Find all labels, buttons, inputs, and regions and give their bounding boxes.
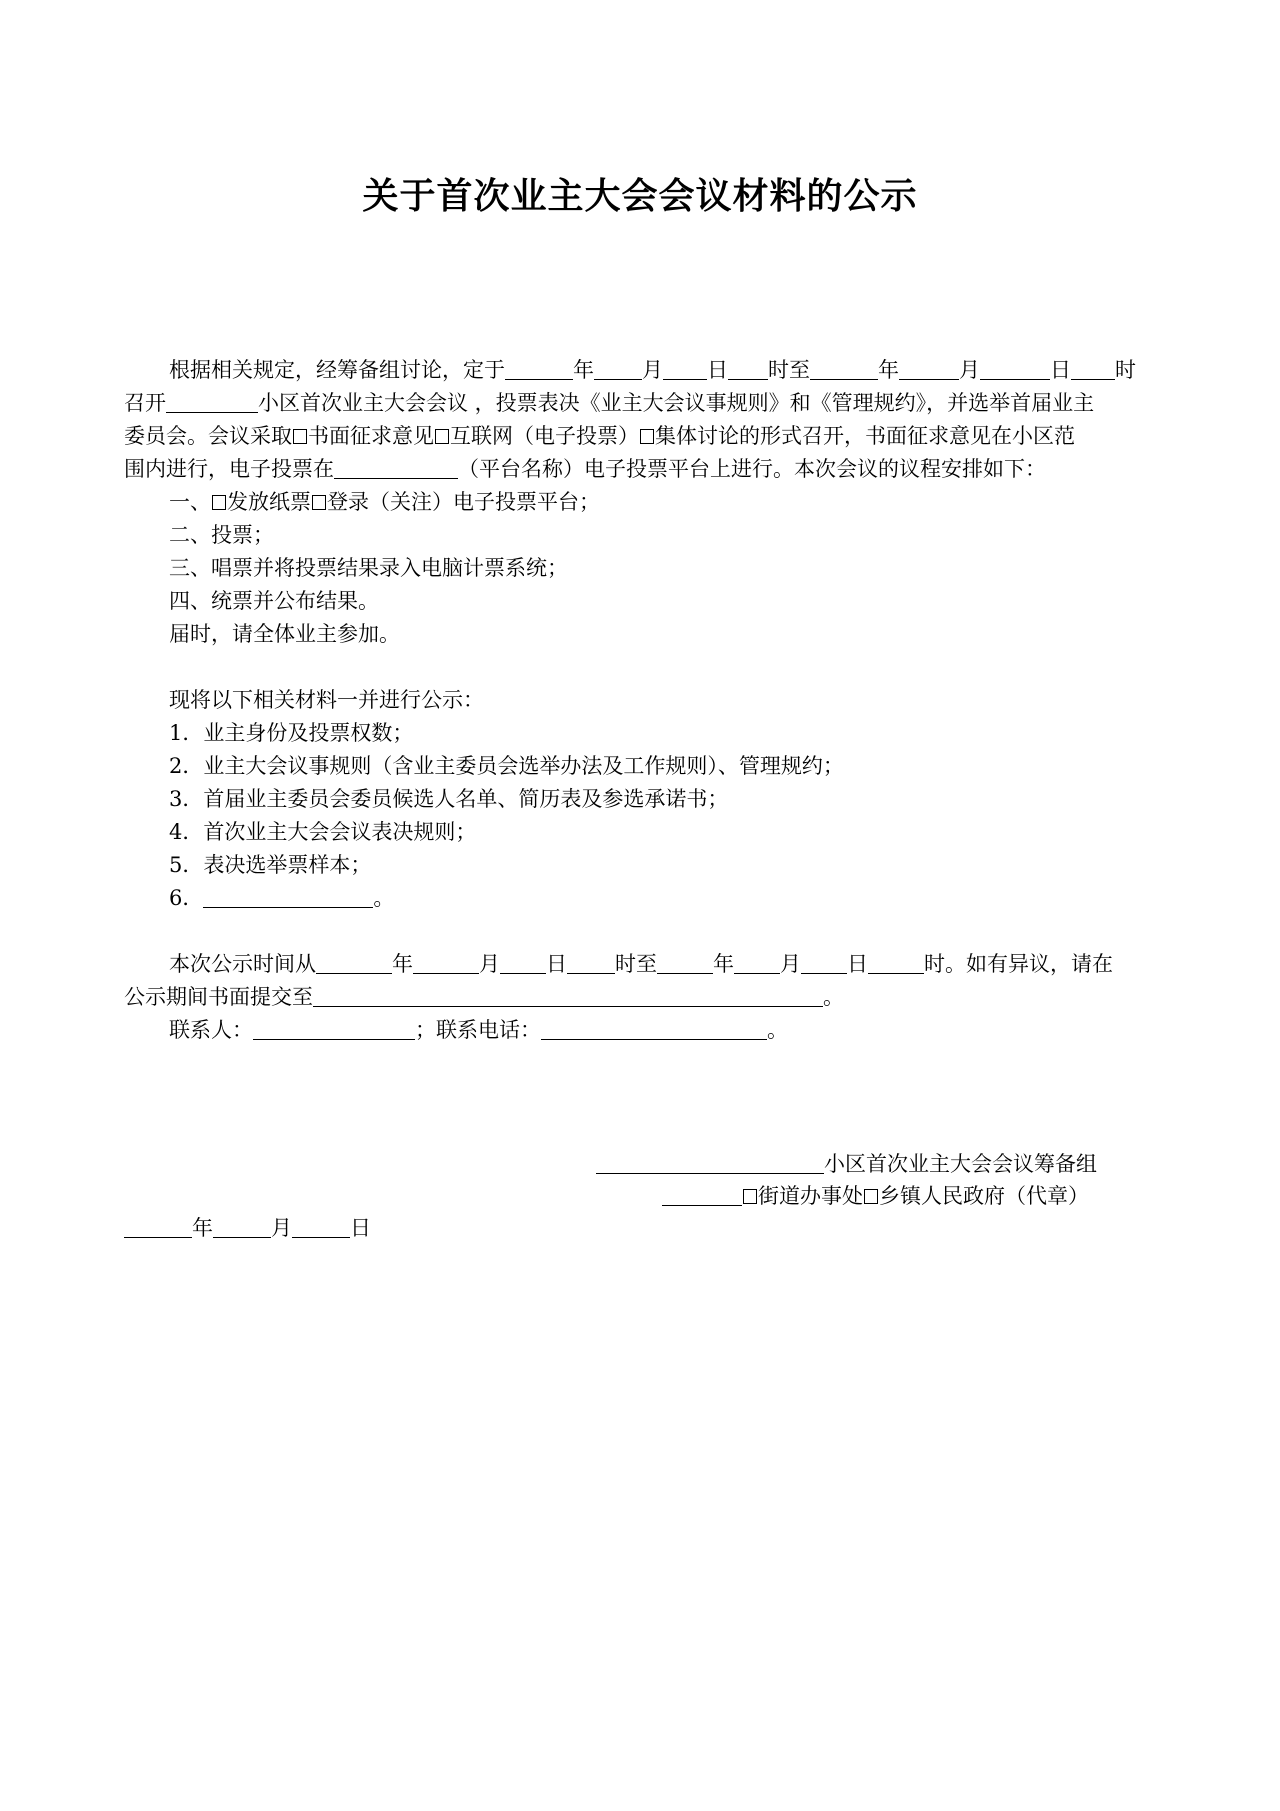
notice-end-year-blank[interactable]	[657, 951, 713, 974]
agenda-item-2: 二、投票；	[169, 523, 274, 547]
day-label: 日	[1050, 358, 1071, 382]
meeting-start-hour-blank[interactable]	[728, 357, 768, 380]
intro-line-2	[124, 387, 1164, 420]
month-label: 月	[780, 952, 801, 976]
paper-ballot-label: 发放纸票	[227, 490, 311, 514]
material-item: 3．首届业主委员会委员候选人名单、简历表及参选承诺书；	[169, 787, 729, 811]
material-item-6	[124, 882, 1164, 915]
document-title: 关于首次业主大会会议材料的公示	[362, 175, 918, 217]
intro-line-4	[124, 453, 1164, 486]
hour-label: 时	[1115, 358, 1136, 382]
material-item: 4．首次业主大会会议表决规则；	[169, 820, 477, 844]
collective-discussion-label: 集体讨论的形式召开，书面征求意见在小区范	[655, 424, 1075, 448]
notice-text: 公示期间书面提交至	[124, 985, 313, 1009]
month-label: 月	[479, 952, 500, 976]
intro-line-1	[124, 354, 1164, 387]
notice-text: 时。如有异议，请在	[924, 952, 1113, 976]
organizer-signature	[596, 1148, 1097, 1181]
agenda-item-1	[124, 486, 1164, 519]
meeting-end-day-blank[interactable]	[980, 357, 1050, 380]
intro-line-3	[124, 420, 1164, 453]
material-item-6-blank[interactable]	[203, 885, 373, 908]
month-label: 月	[642, 358, 663, 382]
notice-start-hour-blank[interactable]	[567, 951, 615, 974]
contact-phone-blank[interactable]	[541, 1017, 767, 1040]
internet-vote-checkbox[interactable]	[435, 429, 449, 444]
notice-start-day-blank[interactable]	[500, 951, 546, 974]
year-label: 年	[878, 358, 899, 382]
agenda-item-3: 三、唱票并将投票结果录入电脑计票系统；	[169, 556, 568, 580]
year-label: 年	[192, 1216, 213, 1240]
meeting-end-hour-blank[interactable]	[1071, 357, 1115, 380]
e-platform-label: 登录（关注）电子投票平台；	[327, 490, 600, 514]
intro-text: （平台名称）电子投票平台上进行。本次会议的议程安排如下：	[458, 457, 1046, 481]
notice-line-1	[124, 948, 1164, 981]
day-label: 日	[847, 952, 868, 976]
written-opinion-checkbox[interactable]	[293, 429, 307, 444]
contact-end: 。	[767, 1018, 788, 1042]
month-label: 月	[959, 358, 980, 382]
notice-line-2	[124, 981, 1164, 1014]
notice-end-day-blank[interactable]	[801, 951, 847, 974]
organizer-name-blank[interactable]	[596, 1151, 824, 1174]
street-office-label: 街道办事处	[758, 1184, 863, 1208]
notice-start-year-blank[interactable]	[316, 951, 392, 974]
street-name-blank[interactable]	[662, 1183, 742, 1206]
notice-text: 。	[823, 985, 844, 1009]
notice-end-hour-blank[interactable]	[868, 951, 924, 974]
organizer-label: 小区首次业主大会会议筹备组	[824, 1152, 1097, 1176]
e-platform-checkbox[interactable]	[312, 495, 326, 510]
agenda-prefix: 一、	[169, 490, 211, 514]
material-item: 1．业主身份及投票权数；	[169, 721, 414, 745]
intro-text: 根据相关规定，经筹备组讨论，定于	[169, 358, 505, 382]
year-label: 年	[573, 358, 594, 382]
meeting-start-month-blank[interactable]	[594, 357, 642, 380]
sign-month-blank[interactable]	[213, 1215, 271, 1238]
contact-line	[124, 1014, 1164, 1047]
phone-label: ；联系电话：	[415, 1018, 541, 1042]
intro-text: 小区首次业主大会会议 ，投票表决《业主大会议事规则》和《管理规约》，并选举首届业主	[258, 391, 1095, 415]
town-government-checkbox[interactable]	[864, 1189, 878, 1204]
street-office-checkbox[interactable]	[743, 1189, 757, 1204]
agenda-item-4: 四、统票并公布结果。	[169, 589, 379, 613]
document-body	[124, 354, 1164, 1047]
meeting-end-month-blank[interactable]	[899, 357, 959, 380]
platform-name-blank[interactable]	[334, 456, 458, 479]
item-suffix: 。	[373, 886, 395, 910]
community-name-blank[interactable]	[166, 390, 258, 413]
internet-vote-label: 互联网（电子投票）	[450, 424, 639, 448]
signature-date	[124, 1212, 371, 1245]
collective-discussion-checkbox[interactable]	[640, 429, 654, 444]
closing-text: 届时，请全体业主参加。	[169, 622, 400, 646]
day-label: 日	[546, 952, 567, 976]
written-opinion-label: 书面征求意见	[308, 424, 434, 448]
year-label: 年	[713, 952, 734, 976]
day-label: 日	[350, 1216, 371, 1240]
notice-start-month-blank[interactable]	[413, 951, 479, 974]
notice-text: 本次公示时间从	[169, 952, 316, 976]
hour-to-label: 时至	[615, 952, 657, 976]
month-label: 月	[271, 1216, 292, 1240]
intro-text: 围内进行，电子投票在	[124, 457, 334, 481]
sign-year-blank[interactable]	[124, 1215, 192, 1238]
year-label: 年	[392, 952, 413, 976]
intro-text: 委员会。会议采取	[124, 424, 292, 448]
intro-text: 召开	[124, 391, 166, 415]
contact-person-blank[interactable]	[253, 1017, 415, 1040]
meeting-start-day-blank[interactable]	[663, 357, 707, 380]
paper-ballot-checkbox[interactable]	[212, 495, 226, 510]
material-item: 5．表决选举票样本；	[169, 853, 372, 877]
materials-intro: 现将以下相关材料一并进行公示：	[169, 688, 484, 712]
meeting-start-year-blank[interactable]	[505, 357, 573, 380]
item-prefix: 6．	[169, 886, 204, 910]
submit-to-blank[interactable]	[313, 984, 823, 1007]
material-item: 2．业主大会议事规则（含业主委员会选举办法及工作规则）、管理规约；	[169, 754, 844, 778]
day-label: 日	[707, 358, 728, 382]
hour-to-label: 时至	[768, 358, 810, 382]
contact-label: 联系人：	[169, 1018, 253, 1042]
government-seal-line	[662, 1180, 1089, 1213]
notice-end-month-blank[interactable]	[734, 951, 780, 974]
town-government-label: 乡镇人民政府（代章）	[879, 1184, 1089, 1208]
meeting-end-year-blank[interactable]	[810, 357, 878, 380]
sign-day-blank[interactable]	[292, 1215, 350, 1238]
